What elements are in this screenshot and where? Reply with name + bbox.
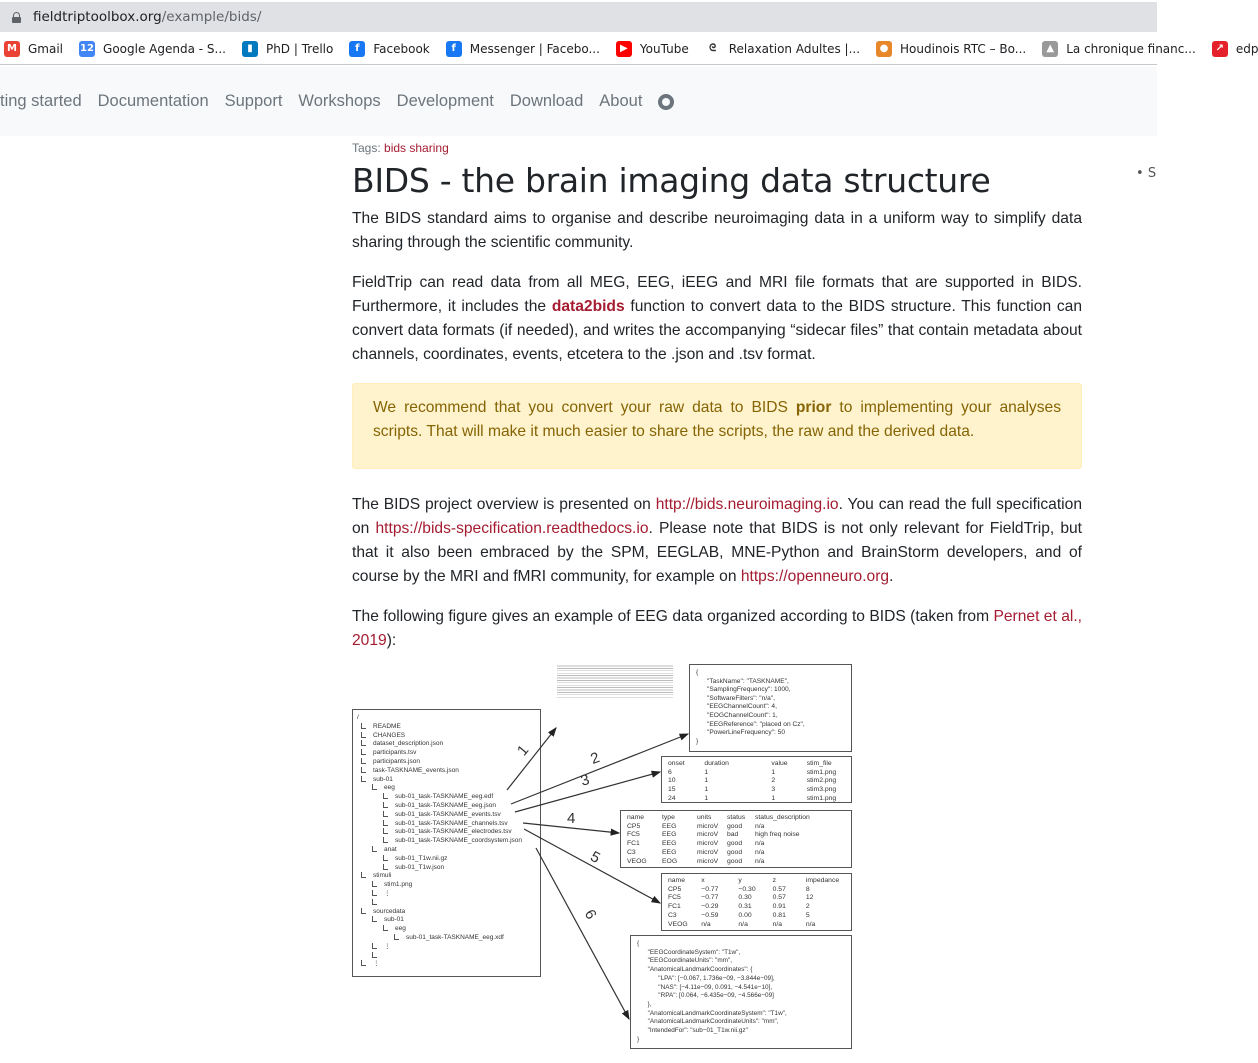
nav-documentation[interactable]: Documentation xyxy=(97,92,209,110)
tree-entry-label: sub-01_task-TASKNAME_eeg.xdf xyxy=(406,933,504,941)
table-cell: n/a xyxy=(701,920,711,928)
tree-entry-label: task-TASKNAME_events.json xyxy=(373,766,459,774)
bids-spec-link[interactable]: https://bids-specification.readthedocs.io xyxy=(375,520,649,537)
tree-entry-label: sub-01_T1w.nii.gz xyxy=(395,854,448,862)
table-cell: EEG xyxy=(662,822,677,830)
bookmark-label: Gmail xyxy=(28,41,64,56)
tree-entry-label: / xyxy=(357,714,359,721)
nav-download[interactable]: Download xyxy=(509,92,584,110)
table-cell: 1 xyxy=(704,794,709,802)
text: The BIDS project overview is presented on xyxy=(352,496,656,513)
bookmark-item[interactable] xyxy=(446,41,600,57)
url-path: /example/bids/ xyxy=(161,9,262,25)
table-cell: n/a xyxy=(755,822,765,830)
arrow-6 xyxy=(536,848,629,1019)
bookmark-label: Houdinois RTC – Bo... xyxy=(900,41,1027,56)
arrow-label-4: 4 xyxy=(567,810,576,827)
tree-entry-label: sub-01_task-TASKNAME_eeg.json xyxy=(395,801,497,809)
table-cell: 0.57 xyxy=(772,885,786,893)
tree-entry-label: participants.json xyxy=(373,757,420,765)
table-cell: n/a xyxy=(805,920,816,928)
table-cell: 3 xyxy=(771,786,776,794)
table-cell: 1 xyxy=(704,786,709,794)
nav-development[interactable]: Development xyxy=(396,92,494,110)
table-cell: 0.57 xyxy=(772,894,786,902)
table-cell: 24 xyxy=(668,794,676,802)
tree-entry-label: ⋮ xyxy=(373,960,380,968)
table-cell: FC5 xyxy=(668,894,681,902)
tags-link[interactable]: bids sharing xyxy=(384,141,449,155)
nav-getting-started[interactable]: ting started xyxy=(0,92,82,110)
text: function to convert data to the BIDS structure. This function can convert data formats (if needed), and writes the accompanying “sidecar files” that contain metadata about channels, coordinates, events, etcetera to the .json and .tsv format. xyxy=(352,298,1083,363)
tree-entry-label: sub-01 xyxy=(384,916,404,924)
table-cell: stim1.png xyxy=(806,768,837,776)
table-cell: 0.31 xyxy=(738,903,752,911)
tags-line xyxy=(352,141,1082,155)
table-cell: VEOG xyxy=(668,920,688,928)
table-cell: C3 xyxy=(627,848,636,856)
table-cell: stim3.png xyxy=(806,786,837,794)
table-cell: bad xyxy=(727,831,739,839)
tree-entry-label: eeg xyxy=(395,925,406,933)
bookmark-item[interactable] xyxy=(616,41,689,57)
table-cell: stim2.png xyxy=(806,777,837,785)
bookmark-label: YouTube xyxy=(639,41,689,56)
table-cell: FC1 xyxy=(668,903,681,911)
table-cell: FC5 xyxy=(627,831,640,839)
table-cell: name xyxy=(627,814,645,821)
intro-paragraph: The BIDS standard aims to organise and describe neuroimaging data in a uniform way to simplify data sharing through the scientific community. xyxy=(352,210,1082,251)
pernet-link[interactable]: Pernet et al., 2019 xyxy=(352,608,1083,649)
tree-entry-label: dataset_description.json xyxy=(373,740,444,748)
table-cell: n/a xyxy=(738,920,748,928)
table-cell: stim1.png xyxy=(806,794,837,802)
bookmark-item[interactable] xyxy=(242,41,333,57)
bookmark-label: Relaxation Adultes |... xyxy=(728,41,861,56)
table-cell: 1 xyxy=(771,768,776,776)
table-cell: microV xyxy=(697,822,719,830)
text: . Please note that BIDS is not only relevant for FieldTrip, but that it also been embraced by the SPM, EEGLAB, MNE-Python and BrainStorm developers, and of course by the MRI and fMRI community, for example on xyxy=(352,520,1082,585)
bookmark-label: La chronique financ... xyxy=(1066,41,1196,56)
tree-entry-label: sub-01_T1w.json xyxy=(395,863,445,871)
facebook-icon: f xyxy=(446,41,462,57)
tree-entry-label: participants.tsv xyxy=(373,749,417,757)
table-cell: n/a xyxy=(755,857,765,865)
bookmark-item[interactable] xyxy=(876,41,1026,57)
bookmark-label: Messenger | Facebo... xyxy=(469,41,600,56)
page-title: BIDS - the brain imaging data structure xyxy=(352,161,991,200)
tree-entry-label: sub-01 xyxy=(373,775,393,783)
table-cell: y xyxy=(738,877,742,884)
bids-figure xyxy=(352,662,852,1052)
table-cell: 10 xyxy=(668,777,676,785)
table-cell: n/a xyxy=(755,840,765,848)
bids-site-link[interactable]: http://bids.neuroimaging.io xyxy=(655,496,839,513)
text: . You can read the full specification on xyxy=(352,496,1082,537)
tree-entry-label: sub-01_task-TASKNAME_eeg.edf xyxy=(395,793,494,801)
tree-entry-label: stim1.png xyxy=(384,881,413,889)
tree-entry-label: stimuli xyxy=(373,872,392,880)
table-cell: EEG xyxy=(662,848,677,856)
table-cell: 8 xyxy=(805,885,810,893)
table-cell: −0.77 xyxy=(701,885,719,893)
table-cell: −0.77 xyxy=(701,894,719,902)
text: The following figure gives an example of EEG data organized according to BIDS (taken from xyxy=(352,608,994,625)
table-cell: 0.30 xyxy=(738,894,752,902)
main-content xyxy=(352,140,1082,669)
text: We recommend that you convert your raw data to BIDS xyxy=(373,399,796,416)
table-cell: good xyxy=(727,857,743,865)
table-cell: good xyxy=(727,848,743,856)
text: ): xyxy=(386,632,397,649)
table-cell: microV xyxy=(697,857,719,865)
tree-entry-label: eeg xyxy=(384,784,395,792)
youtube-icon: ▶ xyxy=(616,41,632,57)
table-cell: type xyxy=(662,814,675,821)
ball-icon: ● xyxy=(876,41,892,57)
arrow-label-6: 6 xyxy=(580,906,600,923)
tree-entry-label: CHANGES xyxy=(373,731,406,739)
table-cell: x xyxy=(701,877,705,884)
table-cell: 1 xyxy=(704,777,709,785)
nav-support[interactable]: Support xyxy=(224,92,283,110)
table-cell: 2 xyxy=(805,903,810,911)
table-cell: VEOG xyxy=(627,857,647,865)
table-cell: good xyxy=(727,822,743,830)
bookmark-label: Google Agenda - S... xyxy=(103,41,226,56)
address-bar[interactable] xyxy=(0,2,1157,32)
bookmark-item[interactable] xyxy=(79,41,226,57)
fieldtrip-paragraph xyxy=(352,271,1082,367)
bookmark-item[interactable] xyxy=(349,41,429,57)
table-cell: status xyxy=(727,814,746,821)
text: to implementing your analyses scripts. That will make it much easier to share the scripts, the raw and the derived data. xyxy=(373,399,1061,440)
toc-item[interactable]: • S xyxy=(1136,166,1157,181)
facebook-icon: f xyxy=(349,41,365,57)
table-cell: CP5 xyxy=(627,822,641,830)
nav-workshops[interactable]: Workshops xyxy=(298,92,381,110)
table-cell: 0.00 xyxy=(738,911,752,919)
github-icon[interactable] xyxy=(658,94,674,110)
table-cell: FC1 xyxy=(627,840,640,848)
tree-entry-label: ⋮ xyxy=(384,942,391,950)
arrow-5 xyxy=(524,829,660,903)
table-cell: duration xyxy=(704,760,729,767)
table-cell: microV xyxy=(697,848,719,856)
table-cell: good xyxy=(727,840,743,848)
table-cell: 1 xyxy=(771,794,776,802)
text: FieldTrip can read data from all MEG, EEG, iEEG and MRI file formats that are supported in BIDS. Furthermore, it includes the xyxy=(352,274,1082,315)
table-cell: units xyxy=(697,814,712,821)
table-cell: 0.81 xyxy=(772,911,786,919)
table-cell: EOG xyxy=(662,857,678,865)
table-cell: CP5 xyxy=(668,885,682,893)
trello-icon: ▮ xyxy=(242,41,258,57)
tree-entry-label: sub-01_task-TASKNAME_channels.tsv xyxy=(395,819,508,827)
table-cell: EEG xyxy=(662,831,677,839)
openneuro-link[interactable]: https://openneuro.org xyxy=(740,568,890,585)
table-cell: 12 xyxy=(805,894,814,902)
table-cell: status_description xyxy=(755,814,810,821)
tree-entry-label: sub-01_task-TASKNAME_coordsystem.json xyxy=(395,837,523,845)
spiral-icon: ᘓ xyxy=(705,41,721,57)
table-cell: 5 xyxy=(805,911,810,919)
nav-about[interactable]: About xyxy=(599,92,643,110)
bookmark-label: edp xyxy=(1235,41,1258,56)
table-cell: stim_file xyxy=(806,760,832,767)
text: . xyxy=(889,568,894,585)
arrow-label-2: 2 xyxy=(588,749,602,768)
gmail-icon: M xyxy=(4,41,20,57)
bookmark-item[interactable] xyxy=(1212,41,1258,57)
arrow-label-1: 1 xyxy=(513,741,533,760)
arrow-1 xyxy=(507,728,556,790)
alert-bold: prior xyxy=(795,399,832,416)
bookmark-item[interactable] xyxy=(4,41,63,57)
bookmark-item[interactable] xyxy=(1042,41,1196,57)
bookmark-label: PhD | Trello xyxy=(265,41,334,56)
table-cell: 6 xyxy=(668,768,672,776)
coordsystem-json-box: { "EEGCoordinateSystem": "T1w", "EEGCoordinateUnits": "mm", "AnatomicalLandmarkCoordinates": { "LPA": [−0.067, 1.736e−09, −3.844e−09], "NAS": [−4.11e−09, 0.091, −4.541e−10], "RPA": [0.064, −6.435e−09, −4.566e−09] }, "AnatomicalLandmarkCoordinateSystem": "T1w", "AnatomicalLandmarkCoordinateUnits": "mm", "IntendedFor": "sub−01_T1w.nii.gz" } xyxy=(630,935,852,1049)
bookmark-label: Facebook xyxy=(373,41,430,56)
table-cell: 1 xyxy=(704,768,709,776)
table-cell: EEG xyxy=(662,840,677,848)
toc-item-label: S xyxy=(1147,166,1157,181)
table-cell: C3 xyxy=(668,911,677,919)
table-cell: 0.91 xyxy=(772,903,786,911)
arrow-2 xyxy=(511,734,688,804)
table-cell: n/a xyxy=(755,848,765,856)
table-cell: value xyxy=(771,760,788,767)
edp-icon: ↗ xyxy=(1212,41,1228,57)
url-host: fieldtriptoolbox.org xyxy=(33,9,162,25)
calendar-icon: 12 xyxy=(79,41,95,57)
table-cell: microV xyxy=(697,831,719,839)
tree-entry-label: sourcedata xyxy=(373,907,406,915)
bookmark-item[interactable] xyxy=(705,41,860,57)
figure-intro-paragraph xyxy=(352,605,1082,653)
bookmarks-bar xyxy=(0,33,1258,65)
table-cell: 2 xyxy=(771,777,776,785)
table-cell: −0.30 xyxy=(738,885,756,893)
cbc-icon: ▲ xyxy=(1042,41,1058,57)
table-cell: −0.29 xyxy=(701,903,719,911)
tree-entry-label: sub-01_task-TASKNAME_electrodes.tsv xyxy=(395,828,512,836)
table-cell: −0.59 xyxy=(701,911,719,919)
table-cell: microV xyxy=(697,840,719,848)
data2bids-link[interactable]: data2bids xyxy=(551,298,625,315)
arrows-layer xyxy=(352,662,852,1052)
lock-icon xyxy=(12,12,21,23)
tags-label: Tags: xyxy=(352,141,381,155)
table-cell: z xyxy=(772,877,777,884)
overview-paragraph xyxy=(352,493,1082,589)
eeg-json-box: { "TaskName": "TASKNAME", "SamplingFrequency": 1000, "SoftwareFilters": "n/a", "EEGChannelCount": 4, "EOGChannelCount": 1, "EEGReference": "placed on Cz", "PowerLineFrequency": 50 } xyxy=(689,664,852,752)
tree-entry-label: anat xyxy=(384,845,397,853)
site-nav xyxy=(0,67,1157,136)
arrow-label-3: 3 xyxy=(578,771,592,790)
tree-entry-label: README xyxy=(373,722,401,730)
table-cell: impedance xyxy=(805,877,840,884)
arrow-label-5: 5 xyxy=(587,848,603,867)
table-cell: name xyxy=(668,877,686,884)
table-cell: onset xyxy=(668,760,685,767)
table-cell: high freq noise xyxy=(755,831,800,839)
table-cell: n/a xyxy=(772,920,783,928)
recommendation-alert xyxy=(352,383,1082,469)
tree-entry-label: sub-01_task-TASKNAME_events.tsv xyxy=(395,810,501,818)
tree-entry-label: ⋮ xyxy=(384,889,391,897)
table-cell: 15 xyxy=(668,786,676,794)
